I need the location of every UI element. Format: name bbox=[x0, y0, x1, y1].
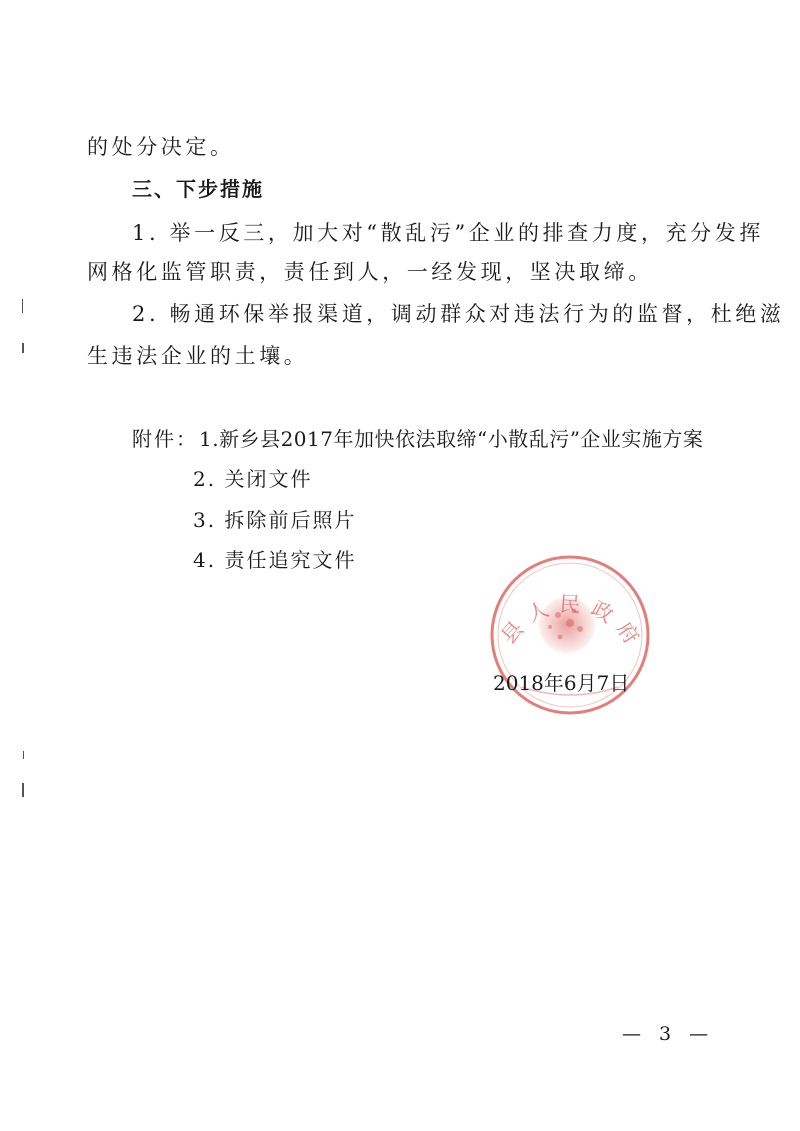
attachment-item-3: 3. 拆除前后照片 bbox=[193, 508, 357, 532]
attachment-item-1: 1.新乡县2017年加快依法取缔“小散乱污”企业实施方案 bbox=[199, 427, 704, 451]
scan-mark bbox=[22, 343, 24, 353]
attachments-label: 附件： bbox=[132, 427, 198, 451]
measure-2-line-2: 生违法企业的土壤。 bbox=[87, 344, 309, 368]
attachment-item-2: 2. 关闭文件 bbox=[193, 467, 313, 491]
paragraph-continuation: 的处分决定。 bbox=[87, 135, 235, 159]
measure-1-line-2: 网格化监管职责，责任到人，一经发现，坚决取缔。 bbox=[87, 260, 653, 284]
scan-mark bbox=[22, 299, 23, 313]
attachment-item-4: 4. 责任追究文件 bbox=[193, 548, 357, 572]
measure-1-line-1: 1. 举一反三，加大对“散乱污”企业的排查力度，充分发挥 bbox=[132, 221, 764, 245]
issue-date: 2018年6月7日 bbox=[493, 671, 630, 695]
scan-mark bbox=[22, 783, 24, 797]
measure-2-line-1: 2. 畅通环保举报渠道，调动群众对违法行为的监督，杜绝滋 bbox=[132, 302, 785, 326]
scan-mark bbox=[23, 751, 24, 759]
section-heading: 三、下步措施 bbox=[132, 177, 264, 201]
page-number: — 3 — bbox=[622, 1023, 715, 1045]
seal-text: 县人民政府 bbox=[496, 591, 649, 656]
